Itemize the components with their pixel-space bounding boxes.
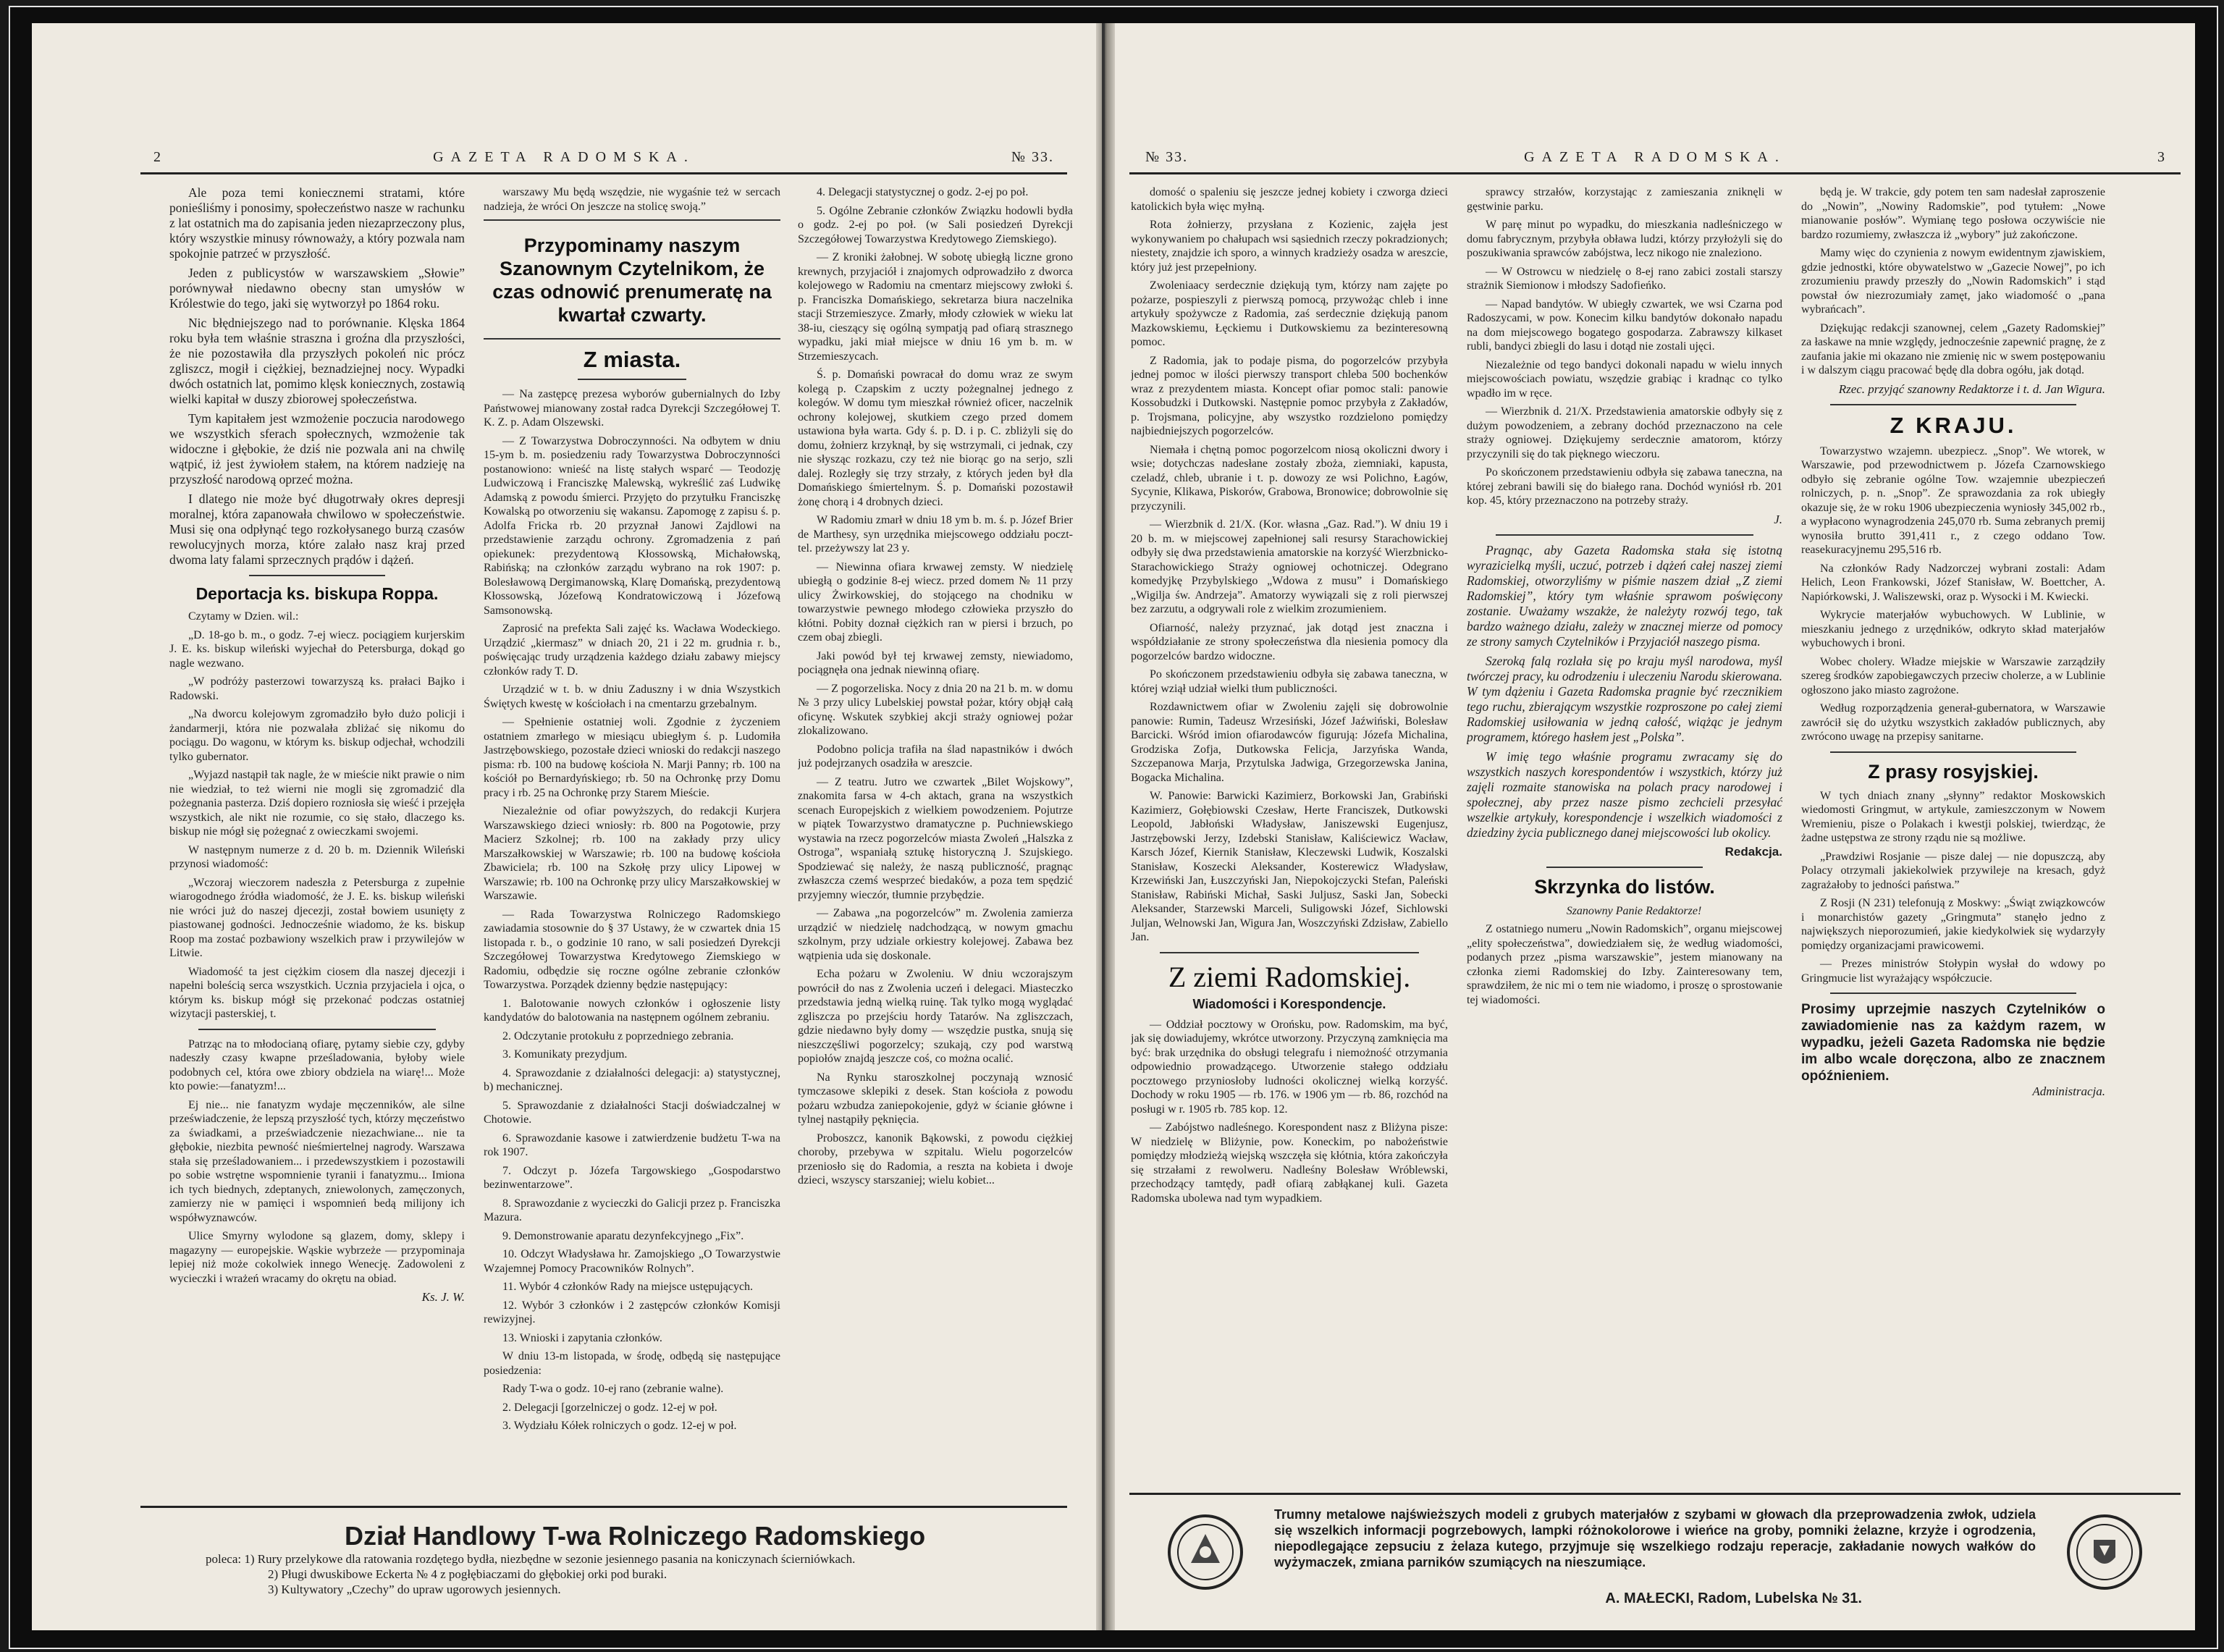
separator-line [1496,534,1753,536]
article-paragraph: W. Panowie: Barwicki Kazimierz, Borkowski Jan, Grabiński Kazimierz, Gołębiowski Czesław, Herte Franciszek, Dutkowski Leopold, Jabłoński Władysław, Janiszewski Eugenjusz, Jastrzębowski Jerzy, Izdebski Stanisław, Kaliściewicz Wacław, Karsch Józef, Kiernik Stanisław, Kleczewski Ludwik, Koszalski Stanisław, Koszecki Aleksander, Kosterewicz Władysław, Krzewiński Jan, Łuszczyński Jan, Niepokojczycki Stefan, Paleński Stanisław, Rabiński Michał, Saski Juljusz, Saski Jan, Sobecki Aleksander, Starzewski Marceli, Suligowski Józef, Sichlowski Juljan, Welnowski Jan, Wigura Jan, Woszczyński Zdzisław, Zabiello Jan. [1131,790,1448,943]
issue-number-right: № 33. [1145,149,1189,165]
running-header-right [1115,145,2195,174]
article-paragraph: „W podróży pasterzowi towarzyszą ks. prałaci Bajko i Radowski. [169,675,465,702]
article-paragraph: Ej nie... nie fanatyzm wydaje męczenników, ale silne przeświadczenie, że lepszą przyszłość tych, którzy męczeństwo za świadkami, a przeświadczenie niezachwiane... nie ta głębokie, niezbita pewność nieśmiertelnej nagrody. Warszawa stała się prześladowaniem... i przedewszystkiem i pozostawili po sobie wstrętne wspomnienie tyranii i fanatyzmu... Imiona ich tych biednych, zdeptanych, zniewolonych, zamęczonych, zamierzy nie w pamięci i wspomnień bedą milijony ich współwyznawców. [169,1098,465,1224]
signature: Ks. J. W. [421,1290,465,1304]
agenda-item: 4. Delegacji statystycznej o godz. 2-ej po poł. [817,186,1029,198]
article-paragraph: Ale poza temi koniecznemi stratami, które ponieśliśmy i ponosimy, społeczeństwo nasze w rachunku z lat ostatnich ma do zapisania jeden niezaprzeczony plus, który wszystkie minusy równoważy, a który pozwala nam spokojnie patrzeć w przyszłość. [169,185,465,261]
agenda-item: 1. Balotowanie nowych członków i ogłoszenie listy kandydatów do balotowania na następnem ogólnem zebraniu. [484,997,780,1024]
left-page [32,23,1096,1630]
agenda-item: 9. Demonstrowanie aparatu dezynfekcyjnego „Fix”. [502,1229,744,1242]
article-paragraph: W tych dniach znany „słynny” redaktor Moskowskich wiedomosti Gringmut, w artykule, zamieszczonym w Nowem Wremieniu, pisze o Polakach i kwestji polskiej, twierdząc, że żadne ustępstwa ze strony rządu nie są możliwe. [1801,789,2105,844]
coat-of-arms-icon [2065,1512,2144,1592]
section-heading-skrzynka: Skrzynka do listów. [1534,875,1715,898]
article-paragraph: Jeden z publicystów w warszawskiem „Słowie” porównywał niedawno obecny stan umysłów w Królestwie do tego, jaki się wytworzył po 1864 roku. [169,266,465,311]
advertisement-line: poleca: 1) Rury przelykowe dla ratowania rozdętego bydła, niezbędne w sezonie jesiennego pasania na koniczynach ścierniówkach. [206,1552,856,1566]
article-paragraph: — Wierzbnik d. 21/X. (Kor. własna „Gaz. Rad.”). W dniu 19 i 20 b. m. w miejscowej zapełnionej sali resursy Starachowickiej odbyły się dwa przedstawienia amatorskie na korzyść Wierzbnicko-Starachowickiego Straży ogniowej ochotniczej. Odegrano komedyjkę Przybylskiego „Wdowa z musu” i Domańskiego „Wigilja św. Andrzeja”. Amatorzy wywiązali się z roli pierwszej bez zarzutu, a odgrywali role z wielkim zrozumieniem. [1131,518,1448,615]
article-paragraph: I dlatego nie może być długotrwały okres depresji moralnej, która zapanowała chwilowo w społeczeństwie. Musi się ona odpłynąć tego rozkołysanego burzą czasów rewolucyjnych morza, które zalało nasz kraj przed dwoma laty falami sprzecznych prądów i dążeń. [169,492,465,567]
article-paragraph: Zaprosić na prefekta Sali zajęć ks. Wacława Wodeckiego. Urządzić „kiermasz” w dniach 20, 21 i 22 m. grudnia r. b., poświęcając trudy urządzenia każdego działu zabawy miejscy członków rady T. D. [484,623,780,678]
article-paragraph: Patrząc na to młodocianą ofiarę, pytamy siebie czy, gdyby nadeszły czasy kwapne prześladowania, byłoby wiele podobnych cel, która owe zbiory obdziela na wiarę!... Może kto powie:—fanatyzm!... [169,1037,465,1092]
section-heading-z-ziemi: Z ziemi Radomskiej. [1168,960,1411,993]
article-paragraph: Mamy więc do czynienia z nowym ewidentnym zjawiskiem, gdzie jednostki, które obywatelstwo w „Gazecie Nowej”, po ich zrozumieniu prawdy przeszły do „Nowin Radomskich” i stąd powstał ów niezrozumiały zamęt, jako wiadomość o „pana wybrańcach”. [1801,247,2105,316]
agenda-item: 13. Wnioski i zapytania członków. [502,1331,662,1344]
delivery-notice: Prosimy uprzejmie naszych Czytelników o zawiadomienie nas za każdym razem, w wypadku, jeżeli Gazeta Radomska nie będzie im albo wcale doręczona, albo ze znacznem opóźnieniem. [1801,1002,2105,1084]
article-paragraph: — Rada Towarzystwa Rolniczego Radomskiego zawiadamia stosownie do § 37 Ustawy, że w czwartek dnia 15 listopada r. b., o godzinie 10 rano, w sali posiedzeń Dyrekcji Szczegółowej Towarzystwa Kredytowego Ziemskiego w Radomiu, odbędzie się roczne ogólne zebranie członków Towarzystwa. Porządek dzienny będzie następujący: [484,908,780,991]
agenda-item: 3. Komunikaty prezydjum. [502,1048,628,1061]
article-paragraph: Zwoleniaacy serdecznie dziękują tym, którzy nam zajęte po pożarze, pospieszyli z pierwszą pomocą, przywożąc chleb i inne artykuły spożywcze z Radomia, zaś serdecznie dziękują panom Mazkowskiemu, Łęckiemu i Dutkowskiemu za bezinteresowną pomoc. [1131,279,1448,348]
article-paragraph: — Napad bandytów. W ubiegły czwartek, we wsi Czarna pod Radoszycami, w pow. Konecim kilku bandytów dokonało napadu na dom miejscowego bogatego gospodarza. Zabrawszy kilkaset rubli, bandyci zbiegli do lasu i dotąd nie zostali ujęci. [1467,298,1782,353]
subscription-notice-box [484,219,780,340]
article-paragraph: Wiadomość ta jest ciężkim ciosem dla naszej djecezji i napełni boleścią serca wszystkich. Ucznia przyjaciela i ojca, o którym ks. biskup mógł się przekonać podczas ostatniej wizytacji pasterskiej, t. [169,965,465,1020]
article-paragraph: sprawcy strzałów, korzystając z zamieszania zniknęli w gęstwinie parku. [1467,186,1782,213]
article-paragraph: Na członków Rady Nadzorczej wybrani zostali: Adam Helich, Leon Frankowski, Józef Stanisław, W. Boettcher, A. Napiórkowski, J. Waliszewski, oraz p. Wysocki i M. Kwiecki. [1801,562,2105,603]
article-paragraph: — W Ostrowcu w niedzielę o 8-ej rano zabici zostali starszy strażnik Siemionow i młodszy Sadofieńko. [1467,265,1782,292]
article-paragraph: — Z pogorzeliska. Nocy z dnia 20 na 21 b. m. w domu № 3 przy ulicy Lubelskiej powstał pożar, który objął całą oficynę. Wskutek szybkiej akcji straży ogniowej pożar zlokalizowano. [798,682,1073,737]
article-paragraph: domość o spaleniu się jeszcze jednej kobiety i czworga dzieci katolickich była więc myłną. [1131,186,1448,213]
right-column-3 [1801,185,2105,1488]
article-paragraph: Według rozporządzenia generał-gubernatora, w Warszawie zawrócił się do użytku wszystkich zakładów publicznych, aby zwrócono uwagę na przepisy sanitarne. [1801,702,2105,743]
right-page [1115,23,2195,1630]
article-paragraph: — Niewinna ofiara krwawej zemsty. W niedzielę ubiegłą o godzinie 8-ej wiecz. przed domem № 11 przy ulicy Żwirkowskiej, do stojącego na chodniku w towarzystwie pewnego młodego człowieka przyszło do kłótni. Pobity doznał ciężkich ran w piersi i brzuch, po czem obaj zbiegli. [798,560,1073,644]
section-heading-z-miasta: Z miasta. [583,347,681,372]
article-paragraph: — Wierzbnik d. 21/X. Przedstawienia amatorskie odbyły się z dużym powodzeniem, a zebrany dochód przeznaczono na cele straży ogniowej. Dziękujemy serdecznie amatorom, którzy przyczynili się do tak pięknego wieczoru. [1467,405,1782,460]
article-paragraph: Po skończonem przedstawieniu odbyła się zabawa taneczna, w której wziął udział wielki tłum publiczności. [1131,668,1448,695]
running-title-left: GAZETA RADOMSKA. [433,149,695,165]
article-paragraph: — Z teatru. Jutro we czwartek „Bilet Wojskowy”, znakomita farsa w 4-ch aktach, grana na wszystkich scenach Europejskich z wielkiem powodzeniem. Pojutrze w piątek Towarzystwo dramatyczne p. Puchniewskiego wystawia na rzecz pogorzelców miasta Zwoleń „Halszka z Ostroga”, wspaniałą sztukę historyczną J. Szujskiego. Spodziewać się należy, że naszą publiczność, pragnąc zwłaszcza czemś wesprzeć biedaków, a poza tem spędzić przyjemny wieczór, tłumnie przybędzie. [798,775,1073,901]
advertisement-text: Trumny metalowe najświeższych modeli z grubych materjałów z szybami w głowach dla przeprowadzenia zwłok, udziela się wszelkich informacji pogrzebowych, lampki różnokolorowe i wieńce na groby, pomniki żelazne, krzyże i ogrodzenia, niepodlegające zepsuciu z żelaza kutego, przyjmuje się wszelkiego rodzaju reperacje, zakładanie nowych wałków do wyżymaczek, zmiana parników szumiących na nieszumiące. [1274,1507,2036,1569]
headline-deportation: Deportacja ks. biskupa Roppa. [195,584,439,603]
article-paragraph: Wykrycie materjałów wybuchowych. W Lublinie, w mieszkaniu jednego z urzędników, odkryto skład materjałów wybuchowych i broni. [1801,609,2105,649]
article-paragraph: W następnym numerze z d. 20 b. m. Dziennik Wileński przynosi wiadomość: [169,843,465,870]
page-number-right: 3 [2157,149,2166,165]
article-paragraph: Niezależnie od tego bandyci dokonali napadu w wielu innych miejscowościach powiatu, wszędzie grabiąc i kradnąc co tylko wpadło im w ręce. [1467,358,1782,400]
article-paragraph: Rozdawnictwem ofiar w Zwoleniu zajęli się dobrowolnie panowie: Rumin, Tadeusz Wrzesiński, Józef Jaźwiński, Bolesław Barcicki. Wśród imion ofiarodawców figurują: Józefa Michalina, Grodziska Zofja, Dutkowska Felicja, Jarzyńska Wanda, Szczepanowa Marja, Przytulska Jadwiga, Grzegorzewska Janina, Bogacka Michalina. [1131,701,1448,784]
separator-line [1546,867,1703,868]
letter-salutation: Szanowny Panie Redaktorze! [1566,904,1702,917]
article-paragraph: Niezależnie od ofiar powyższych, do redakcji Kurjera Warszawskiego dzieci wniosły: rb. 800 na Pogotowie, przy Macierz Szkolnej; rb. 100 na zakłady przy ulicy Marszałkowskiej w Warszawie; rb. 100 na budowę kościoła Zbawiciela; rb. 100 na Szkołę przy ulicy Lipowej w Warszawie; rb. 100 na Ochronkę przy ulicy Marszałkowskiej w Warszawie. [484,805,780,902]
agenda-item: 4. Sprawozdanie z działalności delegacji: a) statystycznej, b) mechanicznej. [484,1066,780,1093]
article-paragraph: Ś. p. Domański powracał do domu wraz ze swym kolegą p. Czapskim z uczty pożegnalnej jednego z kolegów. W domu tym mieszkał również oficer, naczelnik ochrony kolejowej, skutkiem czego przed domem ustawiona była warta. Gdy ś. p. D. i p. C. zbliżyli się do domu, żołnierz krzyknął, by się wstrzymali, ci jednak, czy nie słysząc rozkazu, czy też nie biorąc go na serjo, szli dalej. Rozległy się trzy strzały, z których jeden był dla Domańskiego śmiertelnym. Ś. p. Domański pozostawił żonę chorą i 4 drobnych dzieci. [798,368,1073,508]
separator-line [1830,404,2076,405]
editorial-appeal: W imię tego właśnie programu zwracamy się do wszystkich naszych korespondentów i wszystkich, którzy już zajęli rozmaite stanowiska na polach pracy narodowej i społecznej, aby przez nasze pismo zechcieli przesyłać wszelkie artykuły, korespondencje i wszelkich wiadomości z dziedziny życia publicznego danej miejscowości lub okolicy. [1467,749,1782,840]
article-paragraph: W parę minut po wypadku, do mieszkania nadleśniczego w domu fabrycznym, przybyła obława ludzi, którzy przyłożyli się do poszukiwania sprawców zabójstwa, lecz nikogo nie znaleziono. [1467,219,1782,259]
left-column-2 [484,185,780,1488]
article-paragraph: Podobno policja trafiła na ślad napastników i dwóch już podejrzanych osadziła w areszcie. [798,743,1073,770]
header-rule-right [1129,172,2181,174]
article-paragraph: Wobec cholery. Władze miejskie w Warszawie zarządziły szereg środków zapobiegawczych przeciw cholerze, a w Lublinie ogłoszono jako miasto zagrożone. [1801,655,2105,696]
article-paragraph: — Na zastępcę prezesa wyborów gubernialnych do Izby Państwowej mianowany został radca Dyrekcji Szczegółowej T. K. Z. p. Adam Olszewski. [484,388,780,429]
page-fold [1102,23,1105,1630]
issue-number-left: № 33. [1011,149,1054,165]
article-paragraph: W Radomiu zmarł w dniu 18 ym b. m. ś. p. Józef Brier de Marthesy, syn urzędnika miejscowego oddziału poczt-tel. przeżywszy lat 23 y. [798,514,1073,555]
signature: Rzec. przyjąć szanowny Redaktorze i t. d. Jan Wigura. [1838,382,2105,396]
agenda-item: 10. Odczyt Władysława hr. Zamojskiego „O Towarzystwie Wzajemnej Pomocy Pracowników Rolnych”. [484,1248,780,1275]
agenda-item: 2. Odczytanie protokułu z poprzedniego zebrania. [502,1029,734,1042]
article-paragraph: — Zabawa „na pogorzelców” m. Zwolenia zamierza urządzić w niedzielę nadchodzącą, w nowym gmachu szkolnym, przy udziale orkiestry kolejowej. Zabawa bez wątpienia uda się doskonale. [798,907,1073,962]
article-paragraph: Towarzystwo wzajemn. ubezpiecz. „Snop”. We wtorek, w Warszawie, pod przewodnictwem p. Józefa Czarnowskiego odbyło się zebranie ogólne Tow. wzajemnie ubezpieczeń rolniczych, p. n. „Snop”. Ze sprawozdania za rok ubiegły okazuje się, że w roku 1906 ubezpieczenia wyniosły 345,002 rb., a wypłacono wynagrodzenia 245,070 rb. Suma zebranych premij wynosiła brutto 391,411 r., z czego oddano Tow. reasekuracyjnemu 295,516 rb. [1801,444,2105,556]
separator-line [1160,952,1419,953]
separator-line [198,1029,436,1030]
advertisement-trade-department [140,1506,1067,1602]
agenda-item: 3. Wydziału Kółek rolniczych o godz. 12-ej w poł. [502,1420,737,1432]
right-column-1 [1131,185,1448,1488]
article-paragraph: — Z Towarzystwa Dobroczynności. Na odbytem w dniu 15-ym b. m. posiedzeniu rady Towarzystwa Dobroczynności postanowiono: wnieść na listę stałych wsparć — Teodozję Ludwiczową i Franciszkę Malewską, wykreślić zaś Ludwikę Adamską z powodu śmierci. Przyjęto do przytułku Franciszkę Kowalską po otworzeniu się wakansu. Zapomogę z zapisu ś. p. Adolfa Fricka rb. 20 przyznał Janowi Zajdlowi na przedstawienie zarządu ochrony. Zgromadzenia z pań opiekunek: prezydentową Kłossowską, Michałowską, Rabińską; na członków zarządu wybrano na rok 1907: p. Bolesławową Dergimanowską, Klarę Domańską, prezydentową Kłossowską, Józefową Kondratowiczową i Józefową Samsonowską. [484,434,780,617]
agenda-item: 12. Wybór 3 członków i 2 zastępców członków Komisji rewizyjnej. [484,1299,780,1326]
article-paragraph: — Prezes ministrów Stołypin wysłał do wdowy po Gringmucie list wyrażający współczucie. [1801,958,2105,985]
article-paragraph: „Wyjazd nastąpił tak nagle, że w mieście nikt prawie o nim nie wiedział, to też wierni nie mogli się zgromadzić dla pożegnania pasterza. Dziś dopiero rozniosła się wieść i przejęła wszystkich, ale nikt nie rozumie, co się stało, dlaczego ks. biskup nie mógł się pożegnać z owieczkami swojemi. [169,769,465,838]
book-gutter [1096,23,1115,1630]
advertisement-title: Dział Handlowy T-wa Rolniczego Radomskiego [345,1521,926,1551]
separator-line [1830,993,2076,994]
article-paragraph: Echa pożaru w Zwoleniu. W dniu wczorajszym powrócił do nas z Zwolenia uczeń i delegaci. Miasteczko przedstawia jedną wielką ruinę. Tak tylko mogą wyglądać zgliszcza po przejściu hordy Tatarów. Na zgliszczach, gdzie niedawno były domy — wszędzie pustka, snują się nieszczęśliwi pogorzelcy; szukają, czy pod warstwą popiołów znajdą jeszcze coś, co można ocalić. [798,968,1073,1065]
advertiser-signature: A. MAŁECKI, Radom, Lubelska № 31. [1605,1590,1862,1606]
article-paragraph: Czytamy w Dzien. wil.: [188,610,299,623]
article-paragraph: Ofiarność, należy przyznać, jak dotąd jest znaczna i współdziałanie ze strony społeczeństwa dla niesienia pomocy dla pogorzelców bardzo widoczne. [1131,621,1448,662]
article-paragraph: „Na dworcu kolejowym zgromadziło było dużo policji i żandarmerji, która nie pozwalała zbliżać się nikomu do pociągu. Do wagonu, w którym ks. biskup odjechał, wchodzili tylko gubernator. [169,708,465,763]
article-paragraph: Proboszcz, kanonik Bąkowski, z powodu ciężkiej choroby, przebywa w szpitalu. Wielu pogorzelców przeniosło się do Radomia, a reszta na kobieta i dwoje dzieci, wszyscy starszaniej; wielu kobiet... [798,1131,1073,1187]
agenda-item: 8. Sprawozdanie z wycieczki do Galicji przez p. Franciszka Mazura. [484,1197,780,1223]
scan-frame [9,6,2218,1649]
separator-line [578,379,686,380]
article-paragraph: Ulice Smyrny wylodone są glazem, domy, sklepy i magazyny — europejskie. Wąskie wybrzeże — przypominaja lepiej niż może cokolwiek innego Wenecję. Zadowoleni z wycieczki i wrażeń wracamy do okrętu na obiad. [169,1230,465,1285]
article-paragraph: Tym kapitałem jest wzmożenie poczucia narodowego we wszystkich sferach społecznych, wzmożenie tak widoczne i głębokie, że dziś nie pozwala ani na chwilę wątpić, iż jest żywiołem stałem, na którem nadzieję na przyszłość narodową oprzeć można. [169,411,465,486]
right-column-2 [1467,185,1782,1488]
agenda-item: Rady T-wa o godz. 10-ej rano (zebranie walne). [502,1383,724,1395]
article-paragraph: Po skończonem przedstawieniu odbyła się zabawa taneczna, na której zebrani bawili się do białego rana. Dochód wyniósł rb. 201 kop. 45, który przeznaczono na potrzeby straży. [1467,466,1782,507]
left-column-1 [169,185,465,1488]
left-column-3 [798,185,1073,1488]
advertisement-line: 2) Pługi dwuskibowe Eckerta № 4 z pogłębiaczami do głębokiej orki pod buraki. [268,1567,667,1581]
editorial-appeal: Pragnąc, aby Gazeta Radomska stała się istotną wyrazicielką myśli, uczuć, potrzeb i dążeń całej naszej ziemi Radomskiej, otworzyliśmy w piśmie naszem dział „Z ziemi Radomskiej”, który tym właśnie sprawom poświęcony zostanie. Uważamy wszakże, że należyty rozwój tego, tak bardzo ważnego działu, zależy w znacznej mierze od pomocy ze strony samych Czytelników i Przyjaciół naszego pisma. [1467,542,1782,649]
article-paragraph: „Prawdziwi Rosjanie — pisze dalej — nie dopuszczą, aby Polacy otrzymali jakiekolwiek przywileje na kresach, gdyż zagrażałoby to jedności państwa.” [1801,850,2105,891]
article-paragraph: Na Rynku staroszkolnej poczynają wznosić tymczasowe sklepiki z desek. Stan kościoła z powodu pożaru wzbudza zaniepokojenie, gdyż w ścianie główne i tylnej nastąpiły pęknięcia. [798,1071,1073,1126]
article-paragraph: Urządzić w t. b. w dniu Zaduszny i w dnia Wszystkich Świętych kwestę w kościołach i na cmentarzu grzebalnym. [484,683,780,710]
running-header-left [32,145,1096,174]
subscription-notice: Przypominamy naszym Szanownym Czytelnikom, że czas odnowić prenumeratę na kwartał czwarty. [492,235,772,326]
article-paragraph: — Spełnienie ostatniej woli. Zgodnie z życzeniem ostatniem zmarłego w miesiącu ubiegłym ś. p. Ludomiła Jastrzębowskiego, pozostałe dzieci wnioski do redakcji naszego pisma: rb. 100 na budowę kościoła N. Marji Panny; rb. 100 na kościół po Bernardyńskiego; rb. 50 na Ochronkę przy Domu pracy i rb. 25 na Ochronkę przy Starem Mieście. [484,716,780,799]
section-heading-z-kraju: Z KRAJU. [1890,412,2017,438]
page-number-left: 2 [153,149,162,165]
advertisement-coffins [1129,1493,2181,1618]
agenda-item: 5. Ogólne Zebranie członków Związku hodowli bydła o godz. 2-ej po poł. (w Sali posiedzeń Dyrekcji Szczegółowej Towarzystwa Kredytowego Ziemskiego). [798,204,1073,245]
article-paragraph: będą je. W trakcie, gdy potem ten sam nadesłał zaproszenie do „Nowin”, „Nowiny Radomskie”, pod tytułem: „Nowe mianowanie posłów”. Wymianę tego posłowa oczywiście nie bardzo rozumiemy, zwłaszcza iż „wybory” już zakończone. [1801,186,2105,241]
article-paragraph: „D. 18-go b. m., o godz. 7-ej wiecz. pociągiem kurjerskim J. E. ks. biskup wileński wyjechał do Petersburga, dokąd go nagle wezwano. [169,628,465,670]
article-paragraph: Jaki powód był tej krwawej zemsty, niewiadomo, pociągnęła ona jednak niewinną ofiarę. [798,649,1073,676]
header-rule-left [140,172,1067,174]
article-paragraph: Dziękując redakcji szanownej, celem „Gazety Radomskiej” za łaskawe na mnie względy, jednocześnie zapewnić pragnę, że z zaufania jakie mi okazano nie zmienię nic w swem postępowaniu i w dalszym ciągu pracować będę dla dobra ogółu, jak dotąd. [1801,321,2105,376]
article-paragraph: Z Radomia, jak to podaje pisma, do pogorzelców przybyła jednej pomoc w ilości pierwszy transport chleba 500 bochenków wraz z prezydentem miasta. Koncept ofiar pomoc stali: panowie Kossobudzki i Dutkowski. Następnie pomoc przybyła z Zakładów, p. Trojsmana, policyjne, aby wszystko rozdzielono pomiędzy najbiedniejszych pogorzelców. [1131,354,1448,437]
signature-redakcja: Redakcja. [1724,844,1782,859]
article-paragraph: Nic błędniejszego nad to porównanie. Klęska 1864 roku była tem właśnie straszna i groźna dla przyszłości, że nie pozostawiła dla przyszłych pokoleń nic prócz zgliszcz, mogił i ciężkiej, beznadziejnej nocy. Wypadki dwóch ostatnich lat, pomimo klęsk koniecznych, zostawią wielki kapitał w duszy zbiorowej społeczeństwa. [169,316,465,406]
article-paragraph: Z ostatniego numeru „Nowin Radomskich”, organu miejscowej „elity społeczeństwa”, dowiedziałem się, że według wiadomości, podanych przez „pisma warszawskie”, jestem mianowany na członka ziemi Radomskiej do Izby. Zainteresowany tem, sprawdziłem, że nic mi o tem nie wiadomo, i proszę o sprostowanie tej wiadomości. [1467,923,1782,1006]
editorial-appeal: Szeroką falą rozlała się po kraju myśl narodowa, myśl twórczej pracy, ku odrodzeniu i uleczeniu Narodu skierowana. W tym dążeniu i Gazeta Radomska pragnie być rzecznikiem tego ruchu, zbierającym wszystkie rozproszone po całej ziemi Radomskiej usiłowania w jedną całość, wiążąc je jednym programem, którego hasłem jest „Polska”. [1467,653,1782,744]
article-paragraph: — Zabójstwo nadleśnego. Korespondent nasz z Bliżyna pisze: W niedzielę w Bliżynie, pow. Koneckim, po nabożeństwie pomiędzy młodzieżą wiejską wszczęła się kłótnia, która zakończyła się strzałami z rewolweru. Nadleśny Bolesław Wróblewski, przechodzący tamtędy, padł ofiarą zabłąkanej kuli. Gazeta Radomska ubolewa nad tym wypadkiem. [1131,1121,1448,1205]
agenda-item: 5. Sprawozdanie z działalności Stacji doświadczalnej w Chotowie. [484,1099,780,1126]
agenda-item: 7. Odczyt p. Józefa Targowskiego „Gospodarstwo bezinwentarzowe”. [484,1164,780,1191]
agenda-item: 11. Wybór 4 członków Rady na miejsce ustępujących. [502,1281,754,1293]
article-paragraph: warszawy Mu będą wszędzie, nie wygaśnie też w sercach nadzieja, że wróci On jeszcze na stolicę swoją.” [484,186,780,213]
signature-administracja: Administracja. [2032,1084,2105,1098]
article-paragraph: — Oddział pocztowy w Orońsku, pow. Radomskim, ma być, jak się dowiadujemy, wkrótce utworzony. Przyczyną zamknięcia ma być: brak urzędnika do obsługi telegrafu i niemożność otrzymania odpowiednio prowadzącego. Utworzenie stałego oddziału pocztowego przyniosłoby ludności okolicznej wielką korzyść. Dochody w roku 1905 — rb. 176. w 1906 ym — rb. 86, rozchód na posługi w r. 1905 rb. 785 kop. 12. [1131,1018,1448,1116]
separator-line [249,575,385,576]
advertisement-line: 3) Kultywatory „Czechy” do upraw ugorowych jesiennych. [268,1583,561,1596]
agenda-item: 6. Sprawozdanie kasowe i zatwierdzenie budżetu T-wa na rok 1907. [484,1131,780,1158]
article-paragraph: — Z kroniki żałobnej. W sobotę ubiegłą liczne grono krewnych, przyjaciół i znajomych odprowadziło z dworca kolejowego w Radomiu na cmentarz miejscowy zwłoki ś. p. Franciszka Domańskiego, sekretarza biura naczelnika stacji Strzemieszyce. Zmarły, młody człowiek w wieku lat 38-iu, cieszący się ogólną sympatją pad ofiarą strasznego wypadku, jaki miał miejsce w dniu 16 ym b. m. w Strzemieszycach. [798,251,1073,363]
agenda-item: W dniu 13-m listopada, w środę, odbędą się następujące posiedzenia: [484,1350,780,1377]
article-paragraph: „Wczoraj wieczorem nadeszła z Petersburga z zupełnie wiarogodnego źródła wiadomość, że J. E. ks. biskup wileński nie wróci już do naszej djecezji, został bowiem usunięty z piastowanej godności. Jednocześnie wiadomo, że ks. biskup Roop ma zostać pozbawiony wszelkich praw i przywilejów w Litwie. [169,876,465,959]
section-subheading: Wiadomości i Korespondencje. [1192,996,1386,1011]
section-heading-prasa-rosyjska: Z prasy rosyjskiej. [1868,760,2039,783]
article-paragraph: Niemała i chętną pomoc pogorzelcom niosą okoliczni dwory i wsie; dotychczas nadesłane zostały zboża, ziemniaki, kapusta, czeladź, chleb, ubranie i t. p. dowozy ze wsi Polichno, Łagów, Sycynie, Klikawa, Piskorów, Grabowa, Bronowice; dobrowolnie się przyczynili. [1131,443,1448,513]
running-title-right: GAZETA RADOMSKA. [1524,149,1786,165]
agenda-item: 2. Delegacji [gorzelniczej o godz. 12-ej w poł. [502,1401,717,1414]
article-paragraph: Rota żołnierzy, przysłana z Kozienic, zajęła jest wykonywaniem po chałupach wsi sąsiednich rzeczy pokradzionych; niestety, znajdzie ich sporo, a winnych kradzieży osadza w areszcie, który już jest przepełniony. [1131,219,1448,274]
signature: J. [1774,512,1782,526]
separator-line [1830,751,2076,753]
medal-icon [1166,1512,1245,1592]
article-paragraph: Z Rosji (N 231) telefonują z Moskwy: „Świąt związkowców i monarchistów gazety „Gringmuta” stanęło jedno z największych nieporozumień, jakie kiedykolwiek się wydarzyły pomiędzy organizacjami prawicowemi. [1801,897,2105,952]
